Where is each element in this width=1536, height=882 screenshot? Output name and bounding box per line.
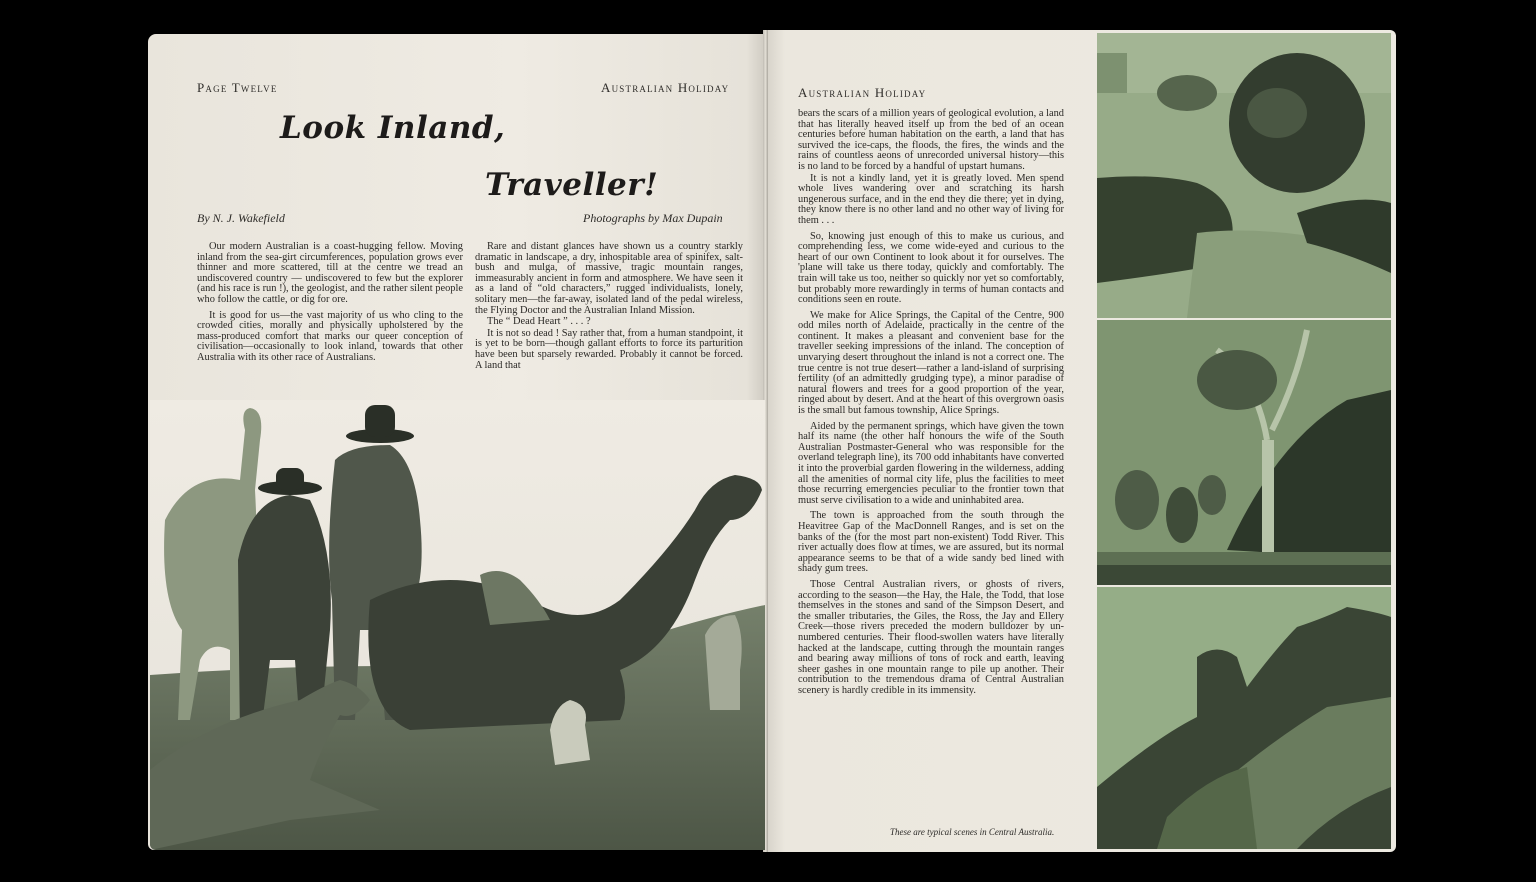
paragraph: We make for Alice Springs, the Capital of the Centre, 900 odd miles north of Adelaide, practically in the centre of the continent. It makes a pleasant and convenient base for the traveller seeking impressions of the inland. The conception of unvarying desert throughout the inland is not a correct one. The true centre is not true desert—rather a land-island of surprising fertility (of an admittedly grudging type), a minor paradise of natural flowers and trees for a good proportion of the year, ringed about by desert. And at the heart of this overgrown oasis is the small but famous township, Alice Springs. xyxy=(798,309,1064,417)
paragraph: It is not a kindly land, yet it is greatly loved. Men spend whole lives wandering over and scratching its harsh ungenerous surface, and in the end they die there; yet in dying, they know there is no other land and no other way of living for them . . . xyxy=(798,172,1064,226)
paragraph: So, knowing just enough of this to make us curious, and comprehending less, we come wide-eyed and curious to the heart of our own Continent to look about it for ourselves. The 'plane will take us there today, quickly and comfortably. The train will take us too, neither so quickly nor yet so comfortably, but probably more rewardingly in terms of human contacts and conditions seen en route. xyxy=(798,230,1064,306)
paragraph: It is good for us—the vast majority of us who cling to the crowded cities, morally and physically upholstered by the mass-produced comfort that marks our queer conception of civilisation—occasionally to look inland, towards that other Australia with its other race of Australians. xyxy=(197,309,463,363)
paragraph: It is not so dead ! Say rather that, from a human standpoint, it is yet to be born—though gallant efforts to force its parturition have been but sparsely rewarded. Probably it cannot be forced. A land that xyxy=(475,327,743,371)
left-column-2 xyxy=(475,242,743,376)
paragraph: Our modern Australian is a coast-hugging fellow. Moving inland from the sea-girt circumferences, population grows ever thinner and more scattered, till at the centre we tread an undiscovered country — undiscovered to few but the explorer (and his race is run !), the geologist, and the rather silent people who follow the cattle, or dig for ore. xyxy=(197,241,463,305)
paragraph: Rare and distant glances have shown us a country starkly dramatic in landscape, a dry, inhospitable area of spinifex, salt-bush and mulga, of massive, tragic mountain ranges, immeasurably ancient in form and atmosphere. We have seen it as a land of “old characters,” rugged individualists, lonely, solitary men—the far-away, isolated land of the pedal wireless, the Flying Doctor and the Australian Inland Mission. xyxy=(475,241,743,316)
left-column-1 xyxy=(197,242,463,369)
photo-caption: These are typical scenes in Central Australia. xyxy=(890,827,1055,837)
paragraph: The town is approached from the south through the Heavitree Gap of the MacDonnell Ranges, and is set on the banks of the (for the most part non-existent) Todd River. This river actually does flow at times, we are assured, but its normal appearance seems to be that of a wide sandy bed lined with shady gum trees. xyxy=(798,510,1064,575)
gum-tree-photograph xyxy=(1097,320,1391,585)
paragraph: Those Central Australian rivers, or ghosts of rivers, according to the season—the Hay, the Hale, the Todd, that lose themselves in the stones and sand of the Simpson Desert, and the smaller tributaries, the Giles, the Ross, the Jay and Ellery Creek—those rivers preceded the modern bulldozer by un-numbered centuries. Their flood-swollen waters have literally hacked at the landscape, cutting through the mountain ranges and bearing away millions of tons of rock and earth, leaving sheer gashes in one mountain range to pile up another. Their contribution to the tremendous drama of Central Australian scenery is hardly credible in its immensity. xyxy=(798,578,1064,696)
paragraph: bears the scars of a million years of geological evolution, a land that has literally heaved itself up from the bed of an ocean centuries before human habitation on the earth, a land that has survived the ice-caps, the floods, the fires, the winds and the rains of countless aeons of unrecorded universal history—this is no land to be forced by a handful of upstart humans. xyxy=(798,108,1064,172)
article-title-line2: Traveller! xyxy=(485,167,659,203)
paragraph: Aided by the permanent springs, which have given the town half its name (the other half honours the wife of the South Australian Postmaster-General who was responsible for the overland telegraph line), its 700 odd inhabitants have converted it into the proverbial garden flowering in the wilderness, adding all the amenities of normal city life, plus the facilities to meet those recurring emergencies peculiar to the frontier town that must serve civilisation to a wide and uninhabited area. xyxy=(798,420,1064,506)
article-title-line1: Look Inland, xyxy=(280,110,506,146)
paragraph: The “ Dead Heart ” . . . ? xyxy=(487,316,591,328)
byline-photographer: Photographs by Max Dupain xyxy=(583,211,723,225)
boulder-photograph xyxy=(1097,33,1391,318)
camel-photograph xyxy=(150,400,765,850)
byline-author: By N. J. Wakefield xyxy=(197,211,285,225)
running-head-magazine-right: Australian Holiday xyxy=(798,85,927,100)
rocky-cliff-photograph xyxy=(1097,587,1391,849)
right-column xyxy=(798,109,1064,701)
running-head-magazine: Australian Holiday xyxy=(601,80,730,95)
running-head-page-number: Page Twelve xyxy=(197,80,278,95)
